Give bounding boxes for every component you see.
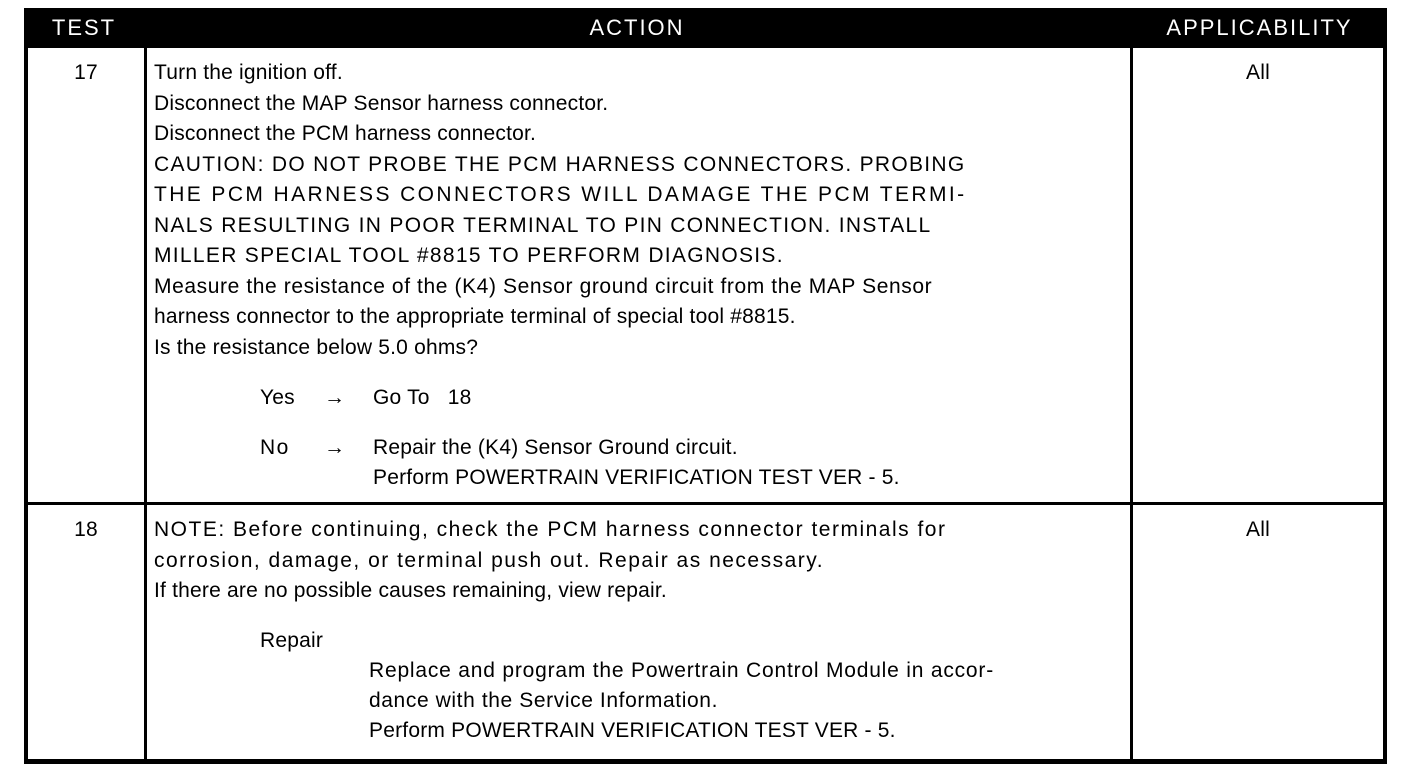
row-17-line: Disconnect the PCM harness connector. [154,122,537,145]
row-17-test-cell [28,48,144,502]
repair-action-line: Perform POWERTRAIN VERIFICATION TEST VER - 5. [369,719,896,742]
yes-goto-text: Go To 18 [373,386,472,409]
row-18-line: If there are no possible causes remaining, view repair. [154,579,667,602]
yes-label: Yes [260,386,295,409]
no-arrow-icon: → [324,436,345,459]
row-17-line: harness connector to the appropriate terminal of special tool #8815. [154,305,796,328]
repair-action-line: Replace and program the Powertrain Control Module in accor- [369,659,994,682]
row-17-caution-line: MILLER SPECIAL TOOL #8815 TO PERFORM DIAGNOSIS. [154,244,784,267]
row-17-applicability-cell [1133,48,1383,502]
no-action-line: Repair the (K4) Sensor Ground circuit. [373,436,738,459]
row-17-caution-line: THE PCM HARNESS CONNECTORS WILL DAMAGE THE PCM TERMI- [154,183,967,206]
header-applicability: APPLICABILITY [1166,15,1353,40]
repair-label: Repair [260,629,324,652]
repair-action-line: dance with the Service Information. [369,689,719,712]
row-17-line: Turn the ignition off. [154,61,343,84]
row-17-question: Is the resistance below 5.0 ohms? [154,335,479,359]
row-17-caution-line: NALS RESULTING IN POOR TERMINAL TO PIN CONNECTION. INSTALL [154,213,932,237]
no-action-line: Perform POWERTRAIN VERIFICATION TEST VER - 5. [373,466,900,489]
row-17-applicability: All [1246,61,1270,84]
row-18-action-cell [147,505,1130,759]
header-action: ACTION [589,15,685,40]
row-18-note-line: corrosion, damage, or terminal push out. Repair as necessary. [154,548,825,572]
row-18-test-cell [28,505,144,759]
row-17-test-number: 17 [74,61,98,84]
row-18-applicability: All [1246,518,1270,541]
row-17-line: Disconnect the MAP Sensor harness connector. [154,91,609,115]
row-17-caution-line: CAUTION: DO NOT PROBE THE PCM HARNESS CONNECTORS. PROBING [154,152,966,176]
diagnostic-table [24,8,1387,764]
header-test: TEST [51,15,117,40]
row-18-test-number: 18 [74,518,98,541]
yes-arrow-icon: → [324,386,345,409]
row-17-line: Measure the resistance of the (K4) Sensor ground circuit from the MAP Sensor [154,274,933,298]
row-17-action-cell [147,48,1130,502]
no-label: No [260,436,290,459]
row-18-note-line: NOTE: Before continuing, check the PCM harness connector terminals for [154,518,947,541]
row-18-applicability-cell [1133,505,1383,759]
